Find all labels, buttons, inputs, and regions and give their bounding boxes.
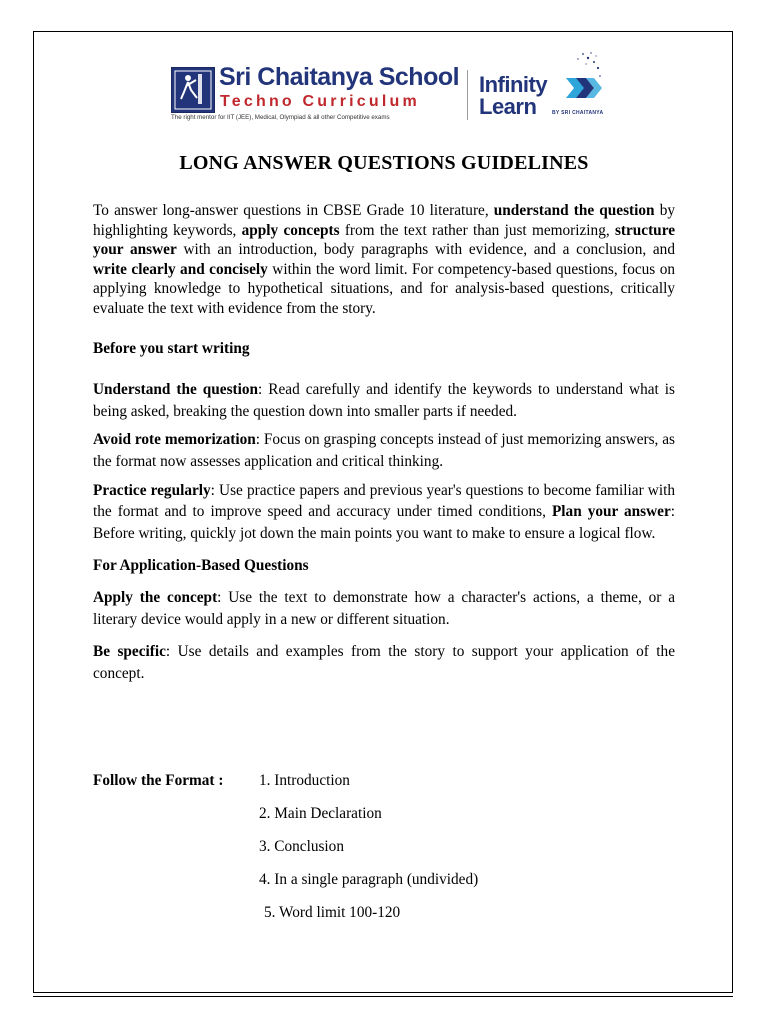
intro-bold-2: apply concepts <box>241 221 340 239</box>
logo-divider <box>467 70 468 120</box>
school-emblem-icon <box>171 67 215 113</box>
apply-paragraph <box>93 587 675 630</box>
intro-text-3: from the text rather than just memorizing, <box>339 221 615 239</box>
curriculum-name: Techno Curriculum <box>220 93 420 110</box>
application-heading <box>93 555 675 577</box>
apply-label: Apply the concept <box>93 588 218 606</box>
application-heading-text: For Application-Based Questions <box>93 557 309 575</box>
practice-text: : Use practice papers and previous year's questions to become familiar with the format and to improve speed and accuracy under timed conditions, <box>93 481 675 521</box>
intro-text-4: with an introduction, body paragraphs with evidence, and a conclusion, and <box>176 241 675 259</box>
format-item: 2. Main Declaration <box>259 805 382 822</box>
understand-paragraph <box>93 379 675 422</box>
infinity-learn-logo <box>476 50 606 130</box>
infinity-word: Infinity <box>479 72 548 97</box>
intro-bold-1: understand the question <box>493 202 655 219</box>
format-label: Follow the Format : <box>93 772 224 789</box>
guidelines-body <box>93 201 675 684</box>
intro-text-2: by highlighting keywords, <box>93 202 675 239</box>
specific-text: : Use details and examples from the story to support your application of the concept. <box>93 643 675 682</box>
understand-label: Understand the question <box>93 381 259 399</box>
avoid-label: Avoid rote memorization <box>93 431 256 449</box>
learn-word: Learn <box>479 94 537 119</box>
format-item: 5. Word limit 100-120 <box>264 904 401 921</box>
intro-bold-4: write clearly and concisely <box>93 260 268 278</box>
before-heading <box>93 339 675 359</box>
specific-label: Be specific <box>93 643 166 661</box>
page-title: LONG ANSWER QUESTIONS GUIDELINES <box>179 152 589 174</box>
format-item: 3. Conclusion <box>259 838 344 855</box>
school-tagline: The right mentor for IIT (JEE), Medical, Olympiad & all other Competitive exams <box>171 114 390 121</box>
intro-bold-3: structure your answer <box>93 221 675 259</box>
bottom-rule <box>33 996 733 997</box>
avoid-text: : Focus on grasping concepts instead of just memorizing answers, as the format now assesses application and critical thinking. <box>93 431 676 470</box>
intro-text-1: To answer long-answer questions in CBSE Grade 10 literature, <box>93 202 494 219</box>
format-item: 4. In a single paragraph (undivided) <box>259 871 479 888</box>
plan-label: Plan your answer <box>551 503 671 521</box>
practice-label: Practice regularly <box>93 481 211 499</box>
intro-text-5: within the word limit. For competency-based questions, focus on applying knowledge to hypothetical situations, and for analysis-based questions, critically evaluate the text with evidence from the story. <box>93 260 675 317</box>
apply-text: : Use the text to demonstrate how a character's actions, a theme, or a literary device would apply in a new or different situation. <box>93 588 675 628</box>
intro-paragraph <box>93 201 675 319</box>
plan-text: : Before writing, quickly jot down the main points you want to make to ensure a logical flow. <box>93 503 676 542</box>
understand-text: : Read carefully and identify the keywords to understand what is being asked, breaking the question down into smaller parts if needed. <box>93 381 675 420</box>
school-name: Sri Chaitanya School <box>219 63 460 91</box>
format-item: 1. Introduction <box>259 772 350 789</box>
avoid-paragraph <box>93 429 675 472</box>
school-logo <box>171 63 461 124</box>
by-sri-chaitanya: BY SRI CHAITANYA <box>552 110 604 116</box>
before-heading-text: Before you start writing <box>93 339 250 357</box>
practice-paragraph <box>93 480 675 545</box>
specific-paragraph <box>93 641 675 684</box>
